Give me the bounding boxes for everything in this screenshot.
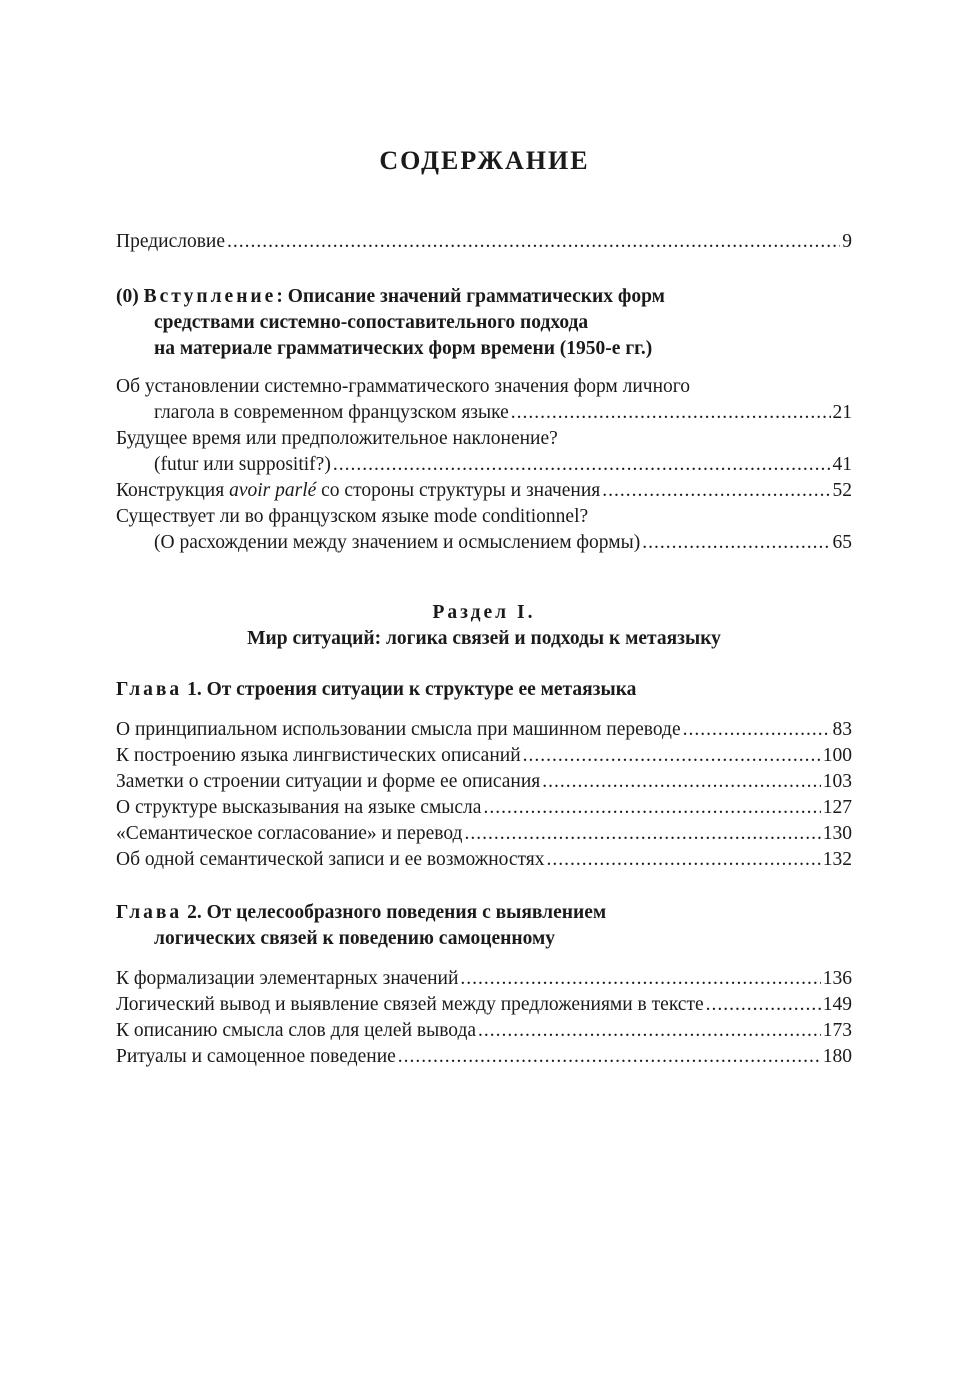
entry-label: Ритуалы и самоценное поведение (116, 1046, 396, 1067)
intro-title-line1: : Описание значений грамматических форм (276, 286, 665, 307)
page-number: 21 (832, 402, 852, 423)
intro-heading (116, 284, 852, 362)
toc-entry (116, 717, 852, 743)
leader-dots (478, 1018, 821, 1044)
entry-label-continued: (futur или suppositif?) (154, 454, 331, 475)
section-label: Раздел I. (432, 602, 536, 623)
toc-entry (116, 1018, 852, 1044)
chapter2-heading (116, 900, 852, 952)
page-number: 103 (822, 771, 852, 792)
toc-entry (116, 795, 852, 821)
leader-dots (683, 717, 831, 743)
page-number: 127 (822, 797, 852, 818)
page-number: 41 (832, 454, 852, 475)
leader-dots (542, 769, 821, 795)
page-title: СОДЕРЖАНИЕ (379, 146, 590, 175)
page-number: 180 (822, 1046, 852, 1067)
toc-entry (116, 1044, 852, 1070)
entry-label: Будущее время или предположительное наклонение? (116, 428, 558, 449)
entry-label: К построению языка лингвистических описаний (116, 745, 521, 766)
leader-dots (511, 400, 831, 426)
chapter-title: 1. От строения ситуации к структуре ее метаязыка (182, 679, 637, 700)
chapter-word: Глава (116, 902, 183, 923)
toc-entry (116, 821, 852, 847)
intro-number: (0) (116, 286, 139, 307)
toc-entry (116, 847, 852, 873)
page-number: 173 (822, 1020, 852, 1041)
chapter1-entries (116, 717, 852, 873)
intro-title-line2: средствами системно-сопоставительного подхода (154, 312, 589, 333)
leader-dots (227, 229, 840, 255)
page-number: 83 (832, 719, 852, 740)
intro-title-line3: на материале грамматических форм времени (1950-е гг.) (154, 338, 653, 359)
entry-label-continued: глагола в современном французском языке (154, 402, 509, 423)
toc-entry (116, 426, 852, 478)
entry-label: «Семантическое согласование» и перевод (116, 823, 463, 844)
entry-label: Логический вывод и выявление связей между предложениями в тексте (116, 994, 704, 1015)
chapter-word: Глава (116, 679, 183, 700)
leader-dots (523, 743, 821, 769)
toc-entry (116, 504, 852, 556)
toc-entry (116, 992, 852, 1018)
entry-label: Существует ли во французском языке mode conditionnel? (116, 506, 589, 527)
page-number: 100 (822, 745, 852, 766)
toc-entry (116, 374, 852, 426)
page-number: 9 (842, 231, 852, 252)
entry-label-italic: avoir parlé (229, 480, 317, 501)
intro-word: Вступление (143, 286, 277, 307)
chapter-title-line1: 2. От целесообразного поведения с выявлением (182, 902, 607, 923)
page-number: 136 (822, 968, 852, 989)
intro-entries (116, 374, 852, 556)
leader-dots (706, 992, 821, 1018)
section-heading (116, 600, 852, 652)
toc-entry (116, 769, 852, 795)
page-number: 130 (822, 823, 852, 844)
chapter2-entries (116, 966, 852, 1070)
leader-dots (398, 1044, 821, 1070)
entry-label-part: Конструкция (116, 480, 230, 501)
toc-entry (116, 478, 852, 504)
leader-dots (642, 530, 830, 556)
entry-label (116, 478, 600, 504)
leader-dots (464, 821, 820, 847)
leader-dots (460, 966, 820, 992)
entry-label: К описанию смысла слов для целей вывода (116, 1020, 477, 1041)
toc-entry (116, 966, 852, 992)
chapter1-heading (116, 677, 852, 703)
page-number: 149 (822, 994, 852, 1015)
chapter-title-line2: логических связей к поведению самоценному (154, 928, 555, 949)
toc-entry (116, 743, 852, 769)
entry-label: Предисловие (116, 231, 226, 252)
section-subtitle: Мир ситуаций: логика связей и подходы к метаязыку (247, 628, 721, 649)
entry-label: О принципиальном использовании смысла при машинном переводе (116, 719, 681, 740)
entry-label-part: со стороны структуры и значения (316, 480, 601, 501)
entry-label: О структуре высказывания на языке смысла (116, 797, 482, 818)
page-number: 65 (832, 532, 852, 553)
entry-label-continued: (О расхождении между значением и осмыслением формы) (154, 532, 641, 553)
leader-dots (602, 478, 830, 504)
entry-label: Об установлении системно-грамматического значения форм личного (116, 376, 691, 397)
leader-dots (483, 795, 820, 821)
toc-entry-preface (116, 229, 852, 255)
leader-dots (547, 847, 821, 873)
page-number: 132 (822, 849, 852, 870)
entry-label: Заметки о строении ситуации и форме ее описания (116, 771, 541, 792)
leader-dots (333, 452, 831, 478)
entry-label: Об одной семантической записи и ее возможностях (116, 849, 545, 870)
entry-label: К формализации элементарных значений (116, 968, 459, 989)
page-number: 52 (832, 480, 852, 501)
